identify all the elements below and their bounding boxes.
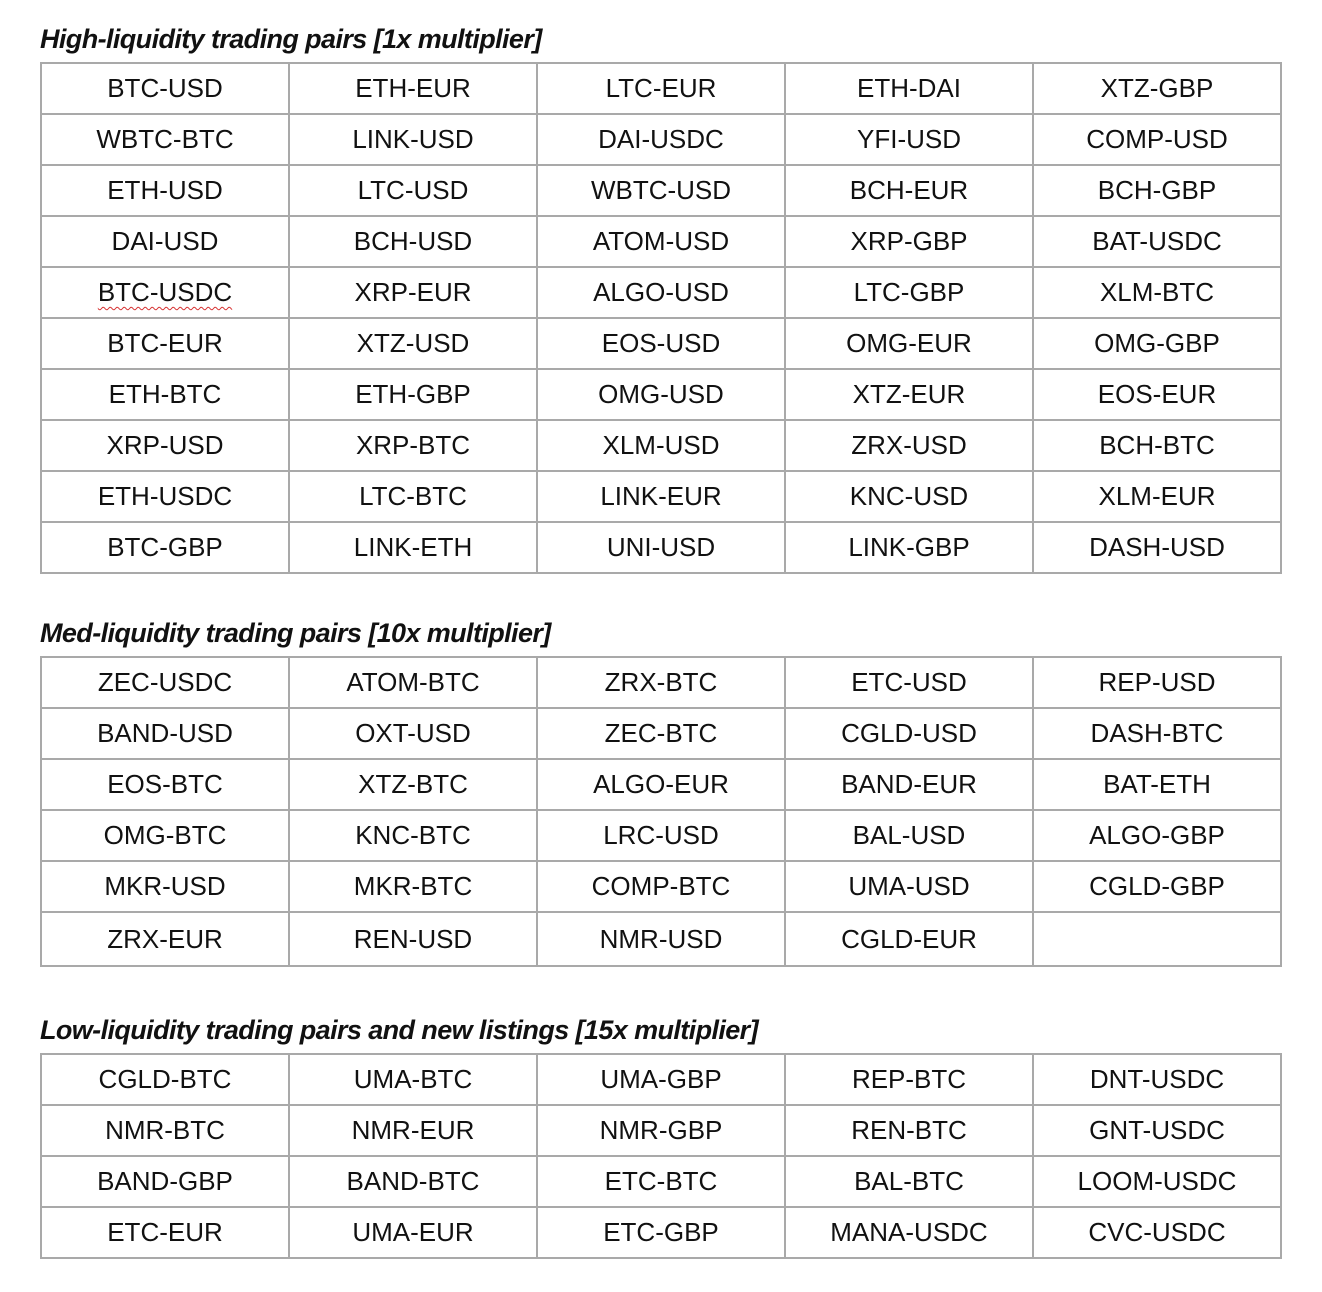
table-row (41, 1156, 1281, 1207)
pair-cell: BAT-ETH (1033, 759, 1281, 810)
pair-cell: EOS-EUR (1033, 369, 1281, 420)
pair-cell: OMG-EUR (785, 318, 1033, 369)
pair-cell: NMR-GBP (537, 1105, 785, 1156)
pair-cell: UMA-USD (785, 861, 1033, 912)
pair-cell: YFI-USD (785, 114, 1033, 165)
table-row (41, 216, 1281, 267)
pair-cell: BTC-EUR (41, 318, 289, 369)
pair-cell: LINK-EUR (537, 471, 785, 522)
med-liquidity-table (40, 656, 1282, 967)
table-row (41, 1105, 1281, 1156)
pair-cell: ATOM-USD (537, 216, 785, 267)
pair-cell: NMR-USD (537, 912, 785, 966)
pair-cell: CGLD-EUR (785, 912, 1033, 966)
table-body (41, 1054, 1281, 1258)
pair-cell: KNC-BTC (289, 810, 537, 861)
table-row (41, 63, 1281, 114)
pair-cell: BAND-GBP (41, 1156, 289, 1207)
pair-cell: DAI-USD (41, 216, 289, 267)
table-row (41, 912, 1281, 966)
pair-cell: ATOM-BTC (289, 657, 537, 708)
pair-cell: ETC-GBP (537, 1207, 785, 1258)
pair-cell: UMA-GBP (537, 1054, 785, 1105)
pair-cell: MANA-USDC (785, 1207, 1033, 1258)
table-row (41, 810, 1281, 861)
pair-cell: UNI-USD (537, 522, 785, 573)
pair-cell: COMP-USD (1033, 114, 1281, 165)
pair-cell: BAT-USDC (1033, 216, 1281, 267)
pair-cell: CVC-USDC (1033, 1207, 1281, 1258)
table-row (41, 657, 1281, 708)
pair-cell: LRC-USD (537, 810, 785, 861)
pair-cell: ETH-BTC (41, 369, 289, 420)
pair-cell: BAL-BTC (785, 1156, 1033, 1207)
pair-cell: OXT-USD (289, 708, 537, 759)
low-liquidity-table (40, 1053, 1282, 1259)
pair-cell: BAND-BTC (289, 1156, 537, 1207)
pair-cell: ALGO-USD (537, 267, 785, 318)
pair-cell: LTC-USD (289, 165, 537, 216)
pair-cell: ETH-USDC (41, 471, 289, 522)
pair-cell: XLM-USD (537, 420, 785, 471)
pair-cell: ETC-EUR (41, 1207, 289, 1258)
table-row (41, 471, 1281, 522)
pair-cell: ETH-USD (41, 165, 289, 216)
pair-cell: ZRX-BTC (537, 657, 785, 708)
pair-cell: CGLD-BTC (41, 1054, 289, 1105)
pair-cell: ZEC-USDC (41, 657, 289, 708)
table-row (41, 1207, 1281, 1258)
pair-cell: CGLD-GBP (1033, 861, 1281, 912)
pair-cell: COMP-BTC (537, 861, 785, 912)
table-row (41, 165, 1281, 216)
pair-cell: XRP-EUR (289, 267, 537, 318)
low-liquidity-title: Low-liquidity trading pairs and new listings [15x multiplier] (40, 1015, 758, 1045)
table-row (41, 420, 1281, 471)
pair-cell: LTC-EUR (537, 63, 785, 114)
pair-cell: MKR-BTC (289, 861, 537, 912)
table-row (41, 114, 1281, 165)
pair-cell: LTC-BTC (289, 471, 537, 522)
pair-cell: BCH-USD (289, 216, 537, 267)
pair-cell: DAI-USDC (537, 114, 785, 165)
pair-cell: XRP-BTC (289, 420, 537, 471)
pair-cell: ETH-EUR (289, 63, 537, 114)
pair-cell: EOS-BTC (41, 759, 289, 810)
pair-cell: UMA-BTC (289, 1054, 537, 1105)
pair-cell: WBTC-BTC (41, 114, 289, 165)
pair-cell: XTZ-GBP (1033, 63, 1281, 114)
pair-cell: LINK-USD (289, 114, 537, 165)
pair-cell: DASH-BTC (1033, 708, 1281, 759)
pair-cell: BCH-BTC (1033, 420, 1281, 471)
high-liquidity-table (40, 62, 1282, 574)
pair-cell: ETH-DAI (785, 63, 1033, 114)
pair-cell: ETC-BTC (537, 1156, 785, 1207)
pair-cell: BAL-USD (785, 810, 1033, 861)
pair-cell: LINK-GBP (785, 522, 1033, 573)
empty-cell (1033, 912, 1281, 966)
pair-cell: XLM-BTC (1033, 267, 1281, 318)
pair-cell: ZEC-BTC (537, 708, 785, 759)
pair-cell: ALGO-GBP (1033, 810, 1281, 861)
pair-cell: WBTC-USD (537, 165, 785, 216)
table-row (41, 708, 1281, 759)
pair-cell: REN-USD (289, 912, 537, 966)
pair-cell: LTC-GBP (785, 267, 1033, 318)
pair-cell: MKR-USD (41, 861, 289, 912)
table-body (41, 657, 1281, 966)
pair-cell: DNT-USDC (1033, 1054, 1281, 1105)
pair-cell: BAND-EUR (785, 759, 1033, 810)
pair-cell: BAND-USD (41, 708, 289, 759)
spellcheck-flagged-text[interactable]: BTC-USDC (97, 277, 233, 307)
table-row (41, 1054, 1281, 1105)
pair-cell: ZRX-USD (785, 420, 1033, 471)
pair-cell: OMG-USD (537, 369, 785, 420)
pair-cell: ETH-GBP (289, 369, 537, 420)
high-liquidity-section (40, 22, 1282, 574)
med-liquidity-title: Med-liquidity trading pairs [10x multiplier] (40, 618, 551, 648)
pair-cell: BCH-GBP (1033, 165, 1281, 216)
pair-cell: DASH-USD (1033, 522, 1281, 573)
pair-cell: EOS-USD (537, 318, 785, 369)
pair-cell: REN-BTC (785, 1105, 1033, 1156)
pair-cell: ZRX-EUR (41, 912, 289, 966)
pair-cell: KNC-USD (785, 471, 1033, 522)
pair-cell: OMG-BTC (41, 810, 289, 861)
pair-cell: REP-USD (1033, 657, 1281, 708)
pair-cell: LOOM-USDC (1033, 1156, 1281, 1207)
pair-cell: BTC-GBP (41, 522, 289, 573)
table-row (41, 522, 1281, 573)
pair-cell: BTC-USD (41, 63, 289, 114)
pair-cell: BCH-EUR (785, 165, 1033, 216)
pair-cell: CGLD-USD (785, 708, 1033, 759)
pair-cell: XTZ-BTC (289, 759, 537, 810)
pair-cell: XLM-EUR (1033, 471, 1281, 522)
pair-cell (41, 267, 289, 318)
pair-cell: OMG-GBP (1033, 318, 1281, 369)
pair-cell: REP-BTC (785, 1054, 1033, 1105)
pair-cell: XTZ-EUR (785, 369, 1033, 420)
table-body (41, 63, 1281, 573)
table-row (41, 267, 1281, 318)
pair-cell: ALGO-EUR (537, 759, 785, 810)
table-row (41, 759, 1281, 810)
low-liquidity-section (40, 1013, 1282, 1259)
pair-cell: LINK-ETH (289, 522, 537, 573)
pair-cell: XRP-GBP (785, 216, 1033, 267)
high-liquidity-title: High-liquidity trading pairs [1x multiplier] (40, 24, 542, 54)
pair-cell: ETC-USD (785, 657, 1033, 708)
pair-cell: GNT-USDC (1033, 1105, 1281, 1156)
pair-cell: XRP-USD (41, 420, 289, 471)
table-row (41, 318, 1281, 369)
table-row (41, 369, 1281, 420)
pair-cell: NMR-EUR (289, 1105, 537, 1156)
med-liquidity-section (40, 616, 1282, 967)
pair-cell: XTZ-USD (289, 318, 537, 369)
pair-cell: NMR-BTC (41, 1105, 289, 1156)
pair-cell: UMA-EUR (289, 1207, 537, 1258)
table-row (41, 861, 1281, 912)
